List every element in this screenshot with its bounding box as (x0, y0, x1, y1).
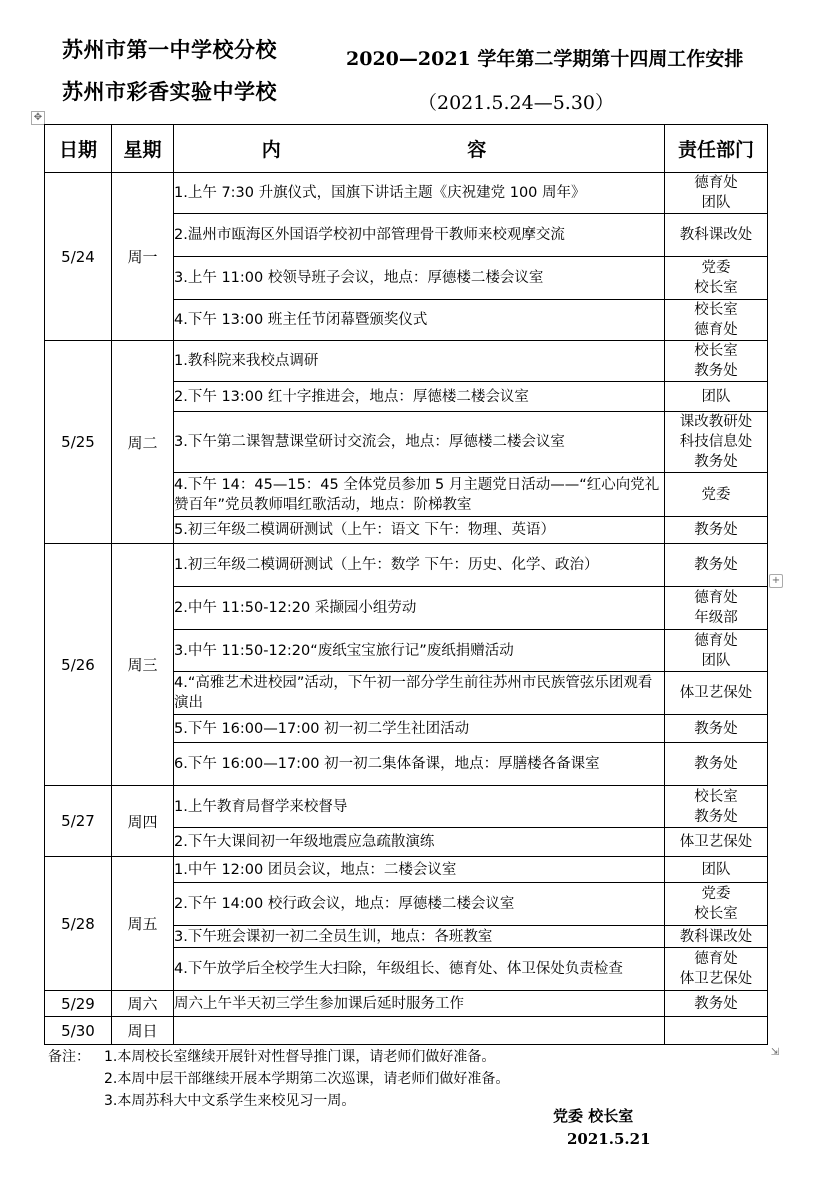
department-name: 党委 (701, 486, 731, 503)
department-name: 教务处 (694, 808, 738, 825)
header-dept: 责任部门 (665, 125, 768, 173)
department-name: 团队 (701, 861, 731, 878)
header-date: 日期 (45, 125, 112, 173)
department-cell (665, 991, 768, 1017)
header-content-label: 内 容 (261, 139, 577, 161)
header-content (174, 125, 665, 173)
department-cell (665, 412, 768, 473)
weekday-cell: 周日 (112, 1017, 174, 1045)
table-move-handle-icon[interactable]: ✥ (31, 111, 45, 125)
table-row (45, 1017, 768, 1045)
table-resize-handle-icon[interactable]: ⇲ (770, 1047, 780, 1058)
department-cell (665, 173, 768, 214)
activity-cell: 2.下午 14:00 校行政会议，地点：厚德楼二楼会议室 (174, 883, 665, 926)
department-name: 团队 (701, 388, 731, 405)
activity-cell (174, 1017, 665, 1045)
school-name-secondary: 苏州市彩香实验中学校 (62, 79, 277, 104)
department-cell (665, 948, 768, 991)
document-date-range: （2021.5.24—5.30） (418, 92, 615, 114)
department-name: 党委 (701, 886, 731, 902)
note-item: 2.本周中层干部继续开展本学期第二次巡课，请老师们做好准备。 (104, 1071, 510, 1087)
date-cell: 5/29 (45, 991, 112, 1017)
activity-cell: 4.下午放学后全校学生大扫除，年级组长、德育处、体卫保处负责检查 (174, 948, 665, 991)
date-cell: 5/30 (45, 1017, 112, 1045)
department-name: 德育处 (694, 590, 738, 606)
date-cell: 5/26 (45, 544, 112, 786)
activity-cell: 4.“高雅艺术进校园”活动，下午初一部分学生前往苏州市民族管弦乐团观看演出 (174, 672, 665, 715)
notes-label: 备注： (48, 1049, 90, 1065)
activity-cell: 5.初三年级二模调研测试（上午：语文 下午：物理、英语） (174, 517, 665, 544)
department-name: 年级部 (694, 610, 738, 626)
weekday-cell: 周四 (112, 786, 174, 857)
note-row (48, 1046, 509, 1068)
department-cell (665, 857, 768, 883)
department-name: 团队 (701, 652, 731, 669)
activity-cell: 1.中午 12:00 团员会议，地点：二楼会议室 (174, 857, 665, 883)
department-cell (665, 382, 768, 412)
note-row (48, 1090, 509, 1112)
department-name: 德育处 (694, 951, 738, 967)
date-cell: 5/25 (45, 341, 112, 544)
table-row (45, 341, 768, 382)
department-cell (665, 1017, 768, 1045)
department-cell (665, 473, 768, 517)
table-row (45, 991, 768, 1017)
department-cell (665, 341, 768, 382)
activity-cell: 5.下午 16:00—17:00 初一初二学生社团活动 (174, 715, 665, 743)
department-name: 教务处 (694, 363, 738, 379)
department-name: 党委 (701, 260, 731, 276)
school-name-primary: 苏州市第一中学校分校 (62, 37, 277, 62)
notes-section (48, 1046, 509, 1112)
department-cell (665, 926, 768, 948)
department-cell (665, 214, 768, 257)
department-name: 校长室 (694, 788, 738, 805)
note-row (48, 1068, 509, 1090)
activity-cell: 4.下午 13:00 班主任节闭幕暨颁奖仪式 (174, 300, 665, 341)
department-cell (665, 883, 768, 926)
activity-cell: 3.下午班会课初一初二全员生训，地点：各班教室 (174, 926, 665, 948)
activity-cell: 3.上午 11:00 校领导班子会议，地点：厚德楼二楼会议室 (174, 257, 665, 300)
note-item: 1.本周校长室继续开展针对性督导推门课，请老师们做好准备。 (104, 1049, 496, 1065)
department-name: 教科课改处 (679, 227, 753, 243)
department-cell (665, 743, 768, 786)
department-name: 课改教研处 (679, 414, 753, 430)
department-name: 教务处 (694, 557, 738, 573)
table-row (45, 857, 768, 883)
schedule-table (44, 124, 768, 1045)
department-name: 体卫艺保处 (679, 685, 753, 701)
date-cell: 5/28 (45, 857, 112, 991)
department-name: 体卫艺保处 (679, 971, 753, 987)
department-name: 体卫艺保处 (679, 834, 753, 850)
activity-cell: 6.下午 16:00—17:00 初一初二集体备课，地点：厚膳楼各备课室 (174, 743, 665, 786)
date-cell: 5/24 (45, 173, 112, 341)
activity-cell: 1.初三年级二模调研测试（上午：数学 下午：历史、化学、政治） (174, 544, 665, 587)
department-name: 教务处 (694, 454, 738, 470)
department-cell (665, 786, 768, 828)
weekday-cell: 周六 (112, 991, 174, 1017)
activity-cell: 2.温州市瓯海区外国语学校初中部管理骨干教师来校观摩交流 (174, 214, 665, 257)
department-name: 教科课改处 (679, 928, 753, 945)
department-cell (665, 544, 768, 587)
department-cell (665, 517, 768, 544)
department-cell (665, 828, 768, 857)
activity-cell: 1.上午教育局督学来校督导 (174, 786, 665, 828)
department-cell (665, 587, 768, 630)
activity-cell: 3.中午 11:50-12:20“废纸宝宝旅行记”废纸捐赠活动 (174, 630, 665, 672)
header-weekday: 星期 (112, 125, 174, 173)
department-name: 科技信息处 (679, 434, 753, 450)
weekday-cell: 周一 (112, 173, 174, 341)
activity-cell: 2.下午 13:00 红十字推进会，地点：厚德楼二楼会议室 (174, 382, 665, 412)
weekday-cell: 周三 (112, 544, 174, 786)
table-header-row (45, 125, 768, 173)
signing-date: 2021.5.21 (567, 1130, 651, 1148)
department-cell (665, 257, 768, 300)
date-cell: 5/27 (45, 786, 112, 857)
department-name: 教务处 (694, 720, 738, 737)
department-name: 校长室 (694, 302, 738, 318)
department-cell (665, 630, 768, 672)
department-name: 团队 (701, 195, 731, 211)
activity-cell: 2.中午 11:50-12:20 采撷园小组劳动 (174, 587, 665, 630)
add-column-icon[interactable]: + (769, 574, 783, 588)
activity-cell: 2.下午大课间初一年级地震应急疏散演练 (174, 828, 665, 857)
weekday-cell: 周五 (112, 857, 174, 991)
activity-cell: 1.教科院来我校点调研 (174, 341, 665, 382)
signing-departments: 党委 校长室 (553, 1107, 634, 1125)
note-item: 3.本周苏科大中文系学生来校见习一周。 (104, 1093, 356, 1109)
department-cell (665, 672, 768, 715)
table-row (45, 786, 768, 828)
table-row (45, 544, 768, 587)
department-name: 教务处 (694, 522, 738, 538)
department-name: 教务处 (694, 995, 738, 1012)
department-cell (665, 715, 768, 743)
department-name: 校长室 (694, 343, 738, 359)
activity-cell: 4.下午 14：45—15：45 全体党员参加 5 月主题党日活动——“红心向党礼赞百年”党员教师唱红歌活动，地点：阶梯教室 (174, 473, 665, 517)
activity-cell: 3.下午第二课智慧课堂研讨交流会，地点：厚德楼二楼会议室 (174, 412, 665, 473)
activity-cell: 1.上午 7:30 升旗仪式，国旗下讲话主题《庆祝建党 100 周年》 (174, 173, 665, 214)
activity-cell: 周六上午半天初三学生参加课后延时服务工作 (174, 991, 665, 1017)
table-row (45, 173, 768, 214)
document-title: 2020—2021 学年第二学期第十四周工作安排 (346, 48, 744, 70)
department-cell (665, 300, 768, 341)
department-name: 校长室 (694, 906, 738, 922)
department-name: 德育处 (694, 632, 738, 649)
department-name: 校长室 (694, 280, 738, 296)
department-name: 德育处 (694, 175, 738, 191)
weekday-cell: 周二 (112, 341, 174, 544)
department-name: 教务处 (694, 756, 738, 772)
schedule-body (45, 173, 768, 1045)
department-name: 德育处 (694, 322, 738, 338)
